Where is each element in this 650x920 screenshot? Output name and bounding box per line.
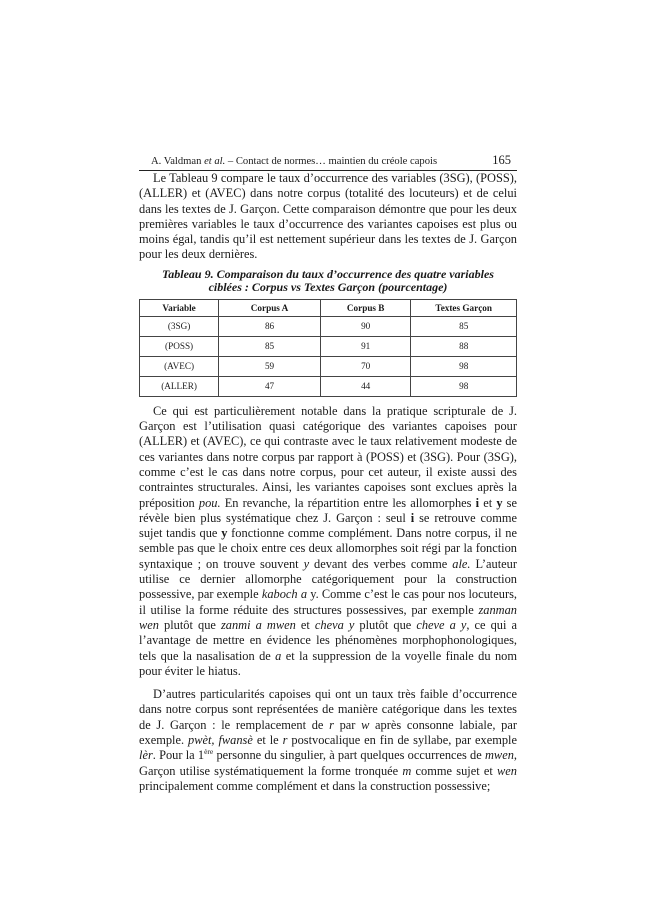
table-cell: 59 [219, 356, 321, 376]
text-run: personne du singulier, à part quelques occurrences de [213, 748, 485, 763]
italic-term: cheva y [314, 617, 355, 632]
paragraph-garcon-practice [139, 404, 517, 679]
text-run: , ce qui a l’avantage de mettre en évidence les phénomènes morphophonologiques, tels que la nasalisation de [139, 617, 517, 663]
italic-term: wen [497, 763, 517, 778]
italic-term: pou. [198, 495, 221, 510]
italic-term: zanmi a mwen [220, 617, 296, 632]
table-row [140, 376, 517, 396]
italic-term: y [303, 556, 310, 571]
text-run: se révèle bien plus systématique chez J. Garçon : seul [139, 495, 517, 525]
text-run: En revanche, la répartition entre les allomorphes [220, 495, 476, 510]
text-run: postvocalique en fin de syllabe, par exemple [287, 733, 517, 748]
text-run: plutôt que [354, 617, 417, 632]
table-cell: 70 [320, 356, 410, 376]
text-run: D’autres particularités capoises qui ont un taux très faible d’occurrence dans notre corpus sont représentées de manière catégorique dans les textes de J. Garçon : le remplacement de [139, 687, 517, 732]
table-header-row [140, 299, 517, 316]
italic-term: kaboch a [261, 587, 308, 602]
text-run: comme sujet et [411, 763, 498, 778]
italic-term: ale. [452, 556, 471, 571]
table-cell: (3SG) [140, 316, 219, 336]
italic-term: r [282, 733, 288, 748]
text-run: principalement comme complément et dans la construction possessive; [139, 778, 491, 793]
text-run: et [295, 617, 315, 632]
table-cell: 91 [320, 336, 410, 356]
superscript: ère [204, 747, 214, 757]
table-header-cell: Variable [140, 299, 219, 316]
text-run: devant des verbes comme [309, 556, 453, 571]
page-number: 165 [492, 153, 511, 167]
table-cell: 98 [411, 376, 517, 396]
italic-term: a [275, 648, 282, 663]
table-cell: 85 [411, 316, 517, 336]
table-cell: (AVEC) [140, 356, 219, 376]
bold-term: i [410, 510, 415, 525]
table-row [140, 336, 517, 356]
bold-term: i [475, 495, 480, 510]
paragraph-capois-features [139, 687, 517, 794]
running-header [139, 150, 517, 171]
text-run: fonctionne comme complément. Dans notre corpus, il ne semble pas que le choix entre ces deux allomorphes soit régi par la fonction syntaxique ; on trouve souvent [139, 526, 517, 571]
italic-term: zanman wen [139, 602, 517, 632]
table-header-cell: Corpus B [320, 299, 410, 316]
bold-term: y [221, 526, 228, 541]
text-run: et le [252, 733, 283, 748]
text-run: après consonne labiale, par exemple. [139, 717, 517, 748]
paragraph-intro: Le Tableau 9 compare le taux d’occurrence des variables (3SG), (POSS), (ALLER) et (AVEC) dans notre corpus (totalité des locuteurs) et de celui dans les textes de J. Garçon. Cette comparaison démontre que pour les deux premières variables le taux d’occurrence des variantes capoises est plus ou moins égal, tandis qu’il est nettement supérieur dans les textes de J. Garçon pour les deux dernières. [139, 171, 517, 262]
header-authors: A. Valdman [151, 156, 202, 167]
table-caption [139, 268, 517, 295]
table-header-cell: Corpus A [219, 299, 321, 316]
text-run: par [333, 717, 362, 732]
table-caption-line-1: Tableau 9. Comparaison du taux d’occurrence des quatre variables [162, 266, 494, 281]
table-cell: 47 [219, 376, 321, 396]
text-run: y. Comme c’est le cas pour nos locuteurs, il utilise la forme réduite des structures possessives, par exemple [139, 587, 517, 617]
table-cell: (ALLER) [140, 376, 219, 396]
comparison-table [139, 299, 517, 397]
italic-term: mwen [484, 748, 514, 763]
table-cell: 44 [320, 376, 410, 396]
table-row [140, 316, 517, 336]
italic-term: m [402, 763, 412, 778]
italic-term: cheve a y [416, 617, 467, 632]
text-run: plutôt que [158, 617, 221, 632]
italic-term: lèr [139, 748, 153, 763]
text-run: Ce qui est particulièrement notable dans la pratique scripturale de J. Garçon est l’utilisation quasi catégorique des variantes capoises pour (ALLER) et (AVEC), ce qui contraste avec le taux relativement modeste de ces variantes dans notre corpus par rapport à (POSS) et (3SG). Pour (3SG), comme c’est le cas dans notre corpus, pour cet auteur, il existe aussi des contraintes structurales. Ainsi, les variantes capoises sont exclues après la préposition [139, 403, 517, 510]
header-et-al: et al. [204, 156, 226, 167]
table-header-cell: Textes Garçon [411, 299, 517, 316]
text-run: se retrouve comme sujet tandis que [139, 510, 517, 541]
header-title: – Contact de normes… maintien du créole capois [225, 156, 438, 167]
table-cell: 86 [219, 316, 321, 336]
text-run: et [479, 495, 497, 510]
table-cell: (POSS) [140, 336, 219, 356]
table-caption-line-2: ciblées : Corpus vs Textes Garçon (pourcentage) [208, 280, 448, 295]
italic-term: pwèt, fwansè [188, 733, 253, 748]
running-title [151, 156, 437, 167]
italic-term: r [329, 717, 334, 732]
italic-term: w [361, 717, 370, 732]
table-cell: 85 [219, 336, 321, 356]
table-cell: 98 [411, 356, 517, 376]
text-run: , Garçon utilise systématiquement la forme tronquée [139, 748, 518, 778]
text-run: et la suppression de la voyelle finale du nom pour éviter le hiatus. [139, 648, 517, 678]
bold-term: y [496, 495, 503, 510]
text-run: L’auteur utilise ce dernier allomorphe catégoriquement pour la construction possessive, par exemple [139, 556, 517, 602]
table-row [140, 356, 517, 376]
text-run: . Pour la 1 [152, 748, 205, 763]
table-cell: 88 [411, 336, 517, 356]
page-content [139, 150, 517, 794]
table-cell: 90 [320, 316, 410, 336]
